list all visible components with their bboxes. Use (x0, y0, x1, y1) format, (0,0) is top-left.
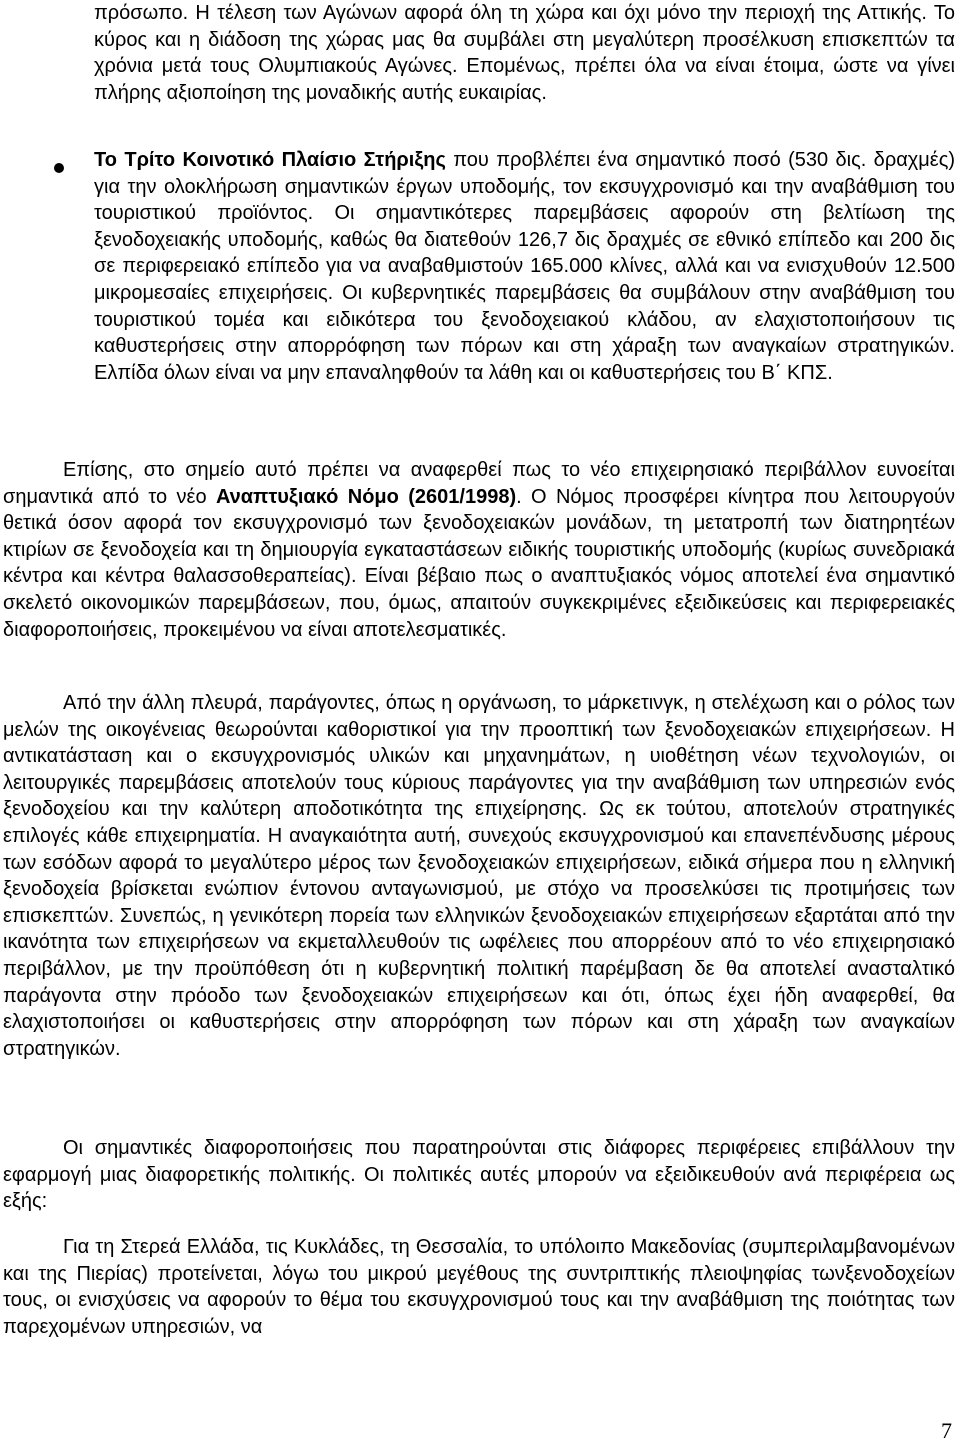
bullet-icon (54, 163, 64, 173)
intro-text: πρόσωπο. Η τέλεση των Αγώνων αφορά όλη τη χώρα και όχι μόνο την περιοχή της Αττικής. Το κύρος και η διάδοση της χώρας μας θα συμβάλει στη μεγαλύτερη προσέλκυση επισκεπτών τα χρόνια μετά τους Ολυμπιακούς Αγώνες. Επομένως, πρέπει όλα να είναι έτοιμα, ώστε να γίνει πλήρης αξιοποίηση της μοναδικής αυτής ευκαιρίας. (94, 2, 955, 104)
para2-text: Από την άλλη πλευρά, παράγοντες, όπως η οργάνωση, το μάρκετινγκ, η στελέχωση και ο ρόλος των μελών της οικογένειας θεωρούνται καθοριστικοί για την προοπτική των ξενοδοχειακών επιχειρήσεων. Η αντικατάσταση και ο εκσυγχρονισμός υλικών και μηχανημάτων, η υιοθέτηση νέων τεχνολογιών, οι λειτουργικές παρεμβάσεις αποτελούν τους κύριους παράγοντες για την αναβάθμιση των υπηρεσιών ενός ξενοδοχείου και την καλύτερη αποδοτικότητα της επιχείρησης. Ως εκ τούτου, αποτελούν στρατηγικές επιλογές κάθε επιχειρηματία. Η αναγκαιότητα αυτή, συνεχούς εκσυγχρονισμού και επανεπένδυσης μέρους των εσόδων αφορά το μεγαλύτερο μέρος των ξενοδοχειακών επιχειρήσεων, ειδικά σήμερα που η ελληνική ξενοδοχεία βρίσκεται ενώπιον έντονου ανταγωνισμού, με στόχο να προσελκύσει τις προτιμήσεις των επισκεπτών. Συνεπώς, η γενικότερη πορεία των ελληνικών ξενοδοχειακών επιχειρήσεων εξαρτάται από την ικανότητα των επιχειρήσεων να εκμεταλλευθούν τις ωφέλειες που απορρέουν από το νέο επιχειρησιακό περιβάλλον, με την προϋπόθεση ότι η κυβερνητική πολιτική παρέμβαση δε θα αποτελεί ανασταλτικό παράγοντα στην πρόοδο των ξενοδοχειακών επιχειρήσεων και ότι, όπως έχει ήδη αναφερθεί, θα ελαχιστοποιήσει οι καθυστερήσεις στην απορρόφηση των πόρων και στη χάραξη των αναγκαίων στρατηγικών. (3, 692, 955, 1060)
para1-bold-law: Αναπτυξιακό Νόμο (2601/1998) (215, 485, 517, 508)
page-number: 7 (941, 1418, 952, 1443)
paragraph-sterea-ellada (3, 1234, 955, 1340)
paragraph-regional-differences (3, 1135, 955, 1215)
bullet-item (94, 147, 955, 386)
para3-text: Οι σημαντικές διαφοροποιήσεις που παρατηρούνται στις διάφορες περιφέρειες επιβάλλουν την εφαρμογή μιας διαφορετικής πολιτικής. Οι πολιτικές αυτές μπορούν να εξειδικευθούν ανά περιφέρεια ως εξής: (3, 1137, 955, 1213)
bullet-bold-heading: Το Τρίτο Κοινοτικό Πλαίσιο Στήριξης (94, 149, 446, 171)
para1-text-after: . Ο Νόμος προσφέρει κίνητρα που λειτουργούν θετικά όσον αφορά τον εκσυγχρονισμό των ξενοδοχειακών μονάδων, τη μετατροπή των διατηρητέων κτιρίων σε ξενοδοχεία και τη δημιουργία εγκαταστάσεων ειδικής τουριστικής υποδομής (κυρίως συνεδριακά κέντρα και κέντρα θαλασσοθεραπείας). Είναι βέβαιο πως ο αναπτυξιακός νόμος αποτελεί ένα σημαντικό σκελετό οικονομικών παρεμβάσεων, που, όμως, απαιτούν συγκεκριμένες εξειδικεύσεις και περιφερειακές διαφοροποιήσεις, προκειμένου να είναι αποτελεσματικές. (3, 485, 955, 641)
para1-text-before: Επίσης, στο σημείο αυτό πρέπει να αναφερθεί πως το νέο επιχειρησιακό περιβάλλον ευνοείται σημαντικά από το νέο (3, 459, 955, 508)
intro-paragraph (94, 0, 955, 106)
paragraph-factors (3, 690, 955, 1062)
para4-text: Για τη Στερεά Ελλάδα, τις Κυκλάδες, τη Θεσσαλία, το υπόλοιπο Μακεδονίας (συμπεριλαμβανομένων και της Πιερίας) προτείνεται, λόγω του μικρού μεγέθους της συντριπτικής πλειοψηφίας τωνξενοδοχείων τους, οι ενισχύσεις να αφορούν το θέμα του εκσυγχρονισμού τους και την αναβάθμιση της ποιότητας των παρεχομένων υπηρεσιών, να (3, 1236, 955, 1338)
bullet-text: που προβλέπει ένα σημαντικό ποσό (530 δις. δραχμές) για την ολοκλήρωση σημαντικών έργων υποδομής, τον εκσυγχρονισμό και την αναβάθμιση του τουριστικού προϊόντος. Οι σημαντικότερες παρεμβάσεις αφορούν στη βελτίωση της ξενοδοχειακής υποδομής, καθώς θα διατεθούν 126,7 δις δραχμές σε εθνικό επίπεδο και 200 δις σε περιφερειακό επίπεδο για να αναβαθμιστούν 165.000 κλίνες, αλλά και να ενισχυθούν 12.500 μικρομεσαίες επιχειρήσεις. Οι κυβερνητικές παρεμβάσεις θα συμβάλουν στην αναβάθμιση του τουριστικού τομέα και ειδικότερα του ξενοδοχειακού κλάδου, αν ελαχιστοποιήσουν τις καθυστερήσεις στην απορρόφηση των πόρων και στη χάραξη των αναγκαίων στρατηγικών. Ελπίδα όλων είναι να μην επαναληφθούν τα λάθη και οι καθυστερήσεις του Β΄ ΚΠΣ. (94, 149, 955, 384)
paragraph-development-law (3, 457, 955, 643)
